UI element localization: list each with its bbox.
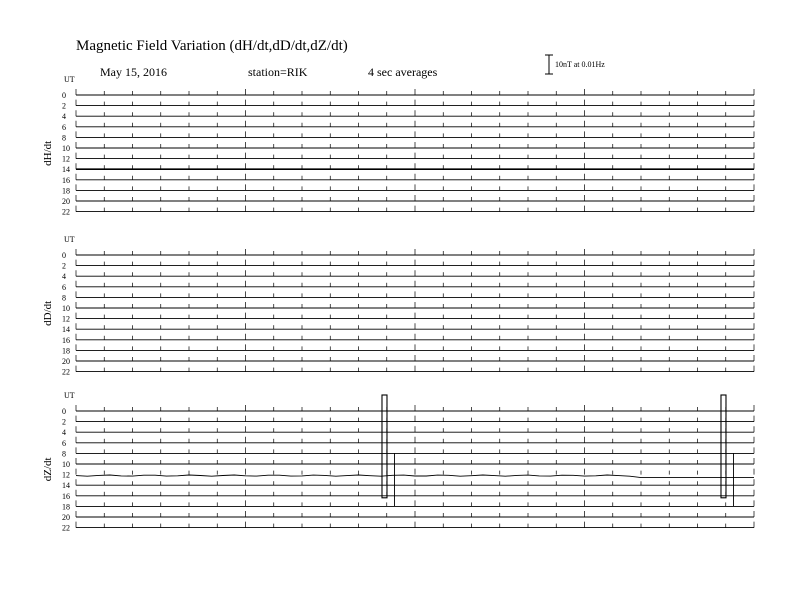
spike-event (382, 395, 387, 498)
scale-label: 10nT at 0.01Hz (555, 60, 605, 69)
row-label: 20 (62, 357, 70, 366)
row-label: 10 (62, 304, 70, 313)
row-label: 8 (62, 133, 66, 143)
row-label: 6 (62, 438, 66, 448)
row-label: 10 (62, 460, 70, 469)
row-label: 4 (62, 112, 66, 122)
row-label: 0 (62, 407, 66, 416)
row-label: 20 (62, 513, 70, 522)
trace-row (76, 475, 754, 478)
row-label: 12 (62, 470, 70, 480)
row-label: 16 (62, 175, 70, 185)
row-label: 18 (62, 186, 70, 196)
ut-label-top: UT (64, 75, 75, 84)
row-label: 18 (62, 346, 70, 356)
row-label: 8 (62, 449, 66, 459)
row-label: 12 (62, 314, 70, 324)
row-label: 2 (62, 417, 66, 427)
row-label: 4 (62, 428, 66, 438)
row-label: 2 (62, 101, 66, 111)
row-label: 14 (62, 481, 70, 491)
row-label: 2 (62, 261, 66, 271)
row-label: 18 (62, 502, 70, 512)
chart-title: Magnetic Field Variation (dH/dt,dD/dt,dZ/dt) (76, 38, 348, 54)
date-label: May 15, 2016 (100, 65, 167, 79)
station-label: station=RIK (248, 65, 308, 79)
row-label: 8 (62, 293, 66, 303)
panel-label-dZ-dt: dZ/dt (42, 457, 54, 482)
spike-event (721, 395, 726, 498)
row-label: 6 (62, 122, 66, 132)
row-label: 14 (62, 325, 70, 335)
row-label: 6 (62, 282, 66, 292)
row-label: 4 (62, 272, 66, 282)
panel-label-dH-dt: dH/dt (42, 140, 54, 166)
row-label: 10 (62, 144, 70, 153)
row-label: 20 (62, 197, 70, 206)
row-label: 22 (62, 367, 70, 377)
row-label: 22 (62, 207, 70, 217)
row-label: 12 (62, 154, 70, 164)
averaging-label: 4 sec averages (368, 65, 438, 79)
row-label: 14 (62, 165, 70, 175)
row-label: 0 (62, 251, 66, 260)
panel-label-dD-dt: dD/dt (42, 300, 54, 326)
row-label: 16 (62, 335, 70, 345)
ut-label: UT (64, 391, 75, 400)
row-label: 0 (62, 91, 66, 100)
row-label: 22 (62, 523, 70, 533)
row-label: 16 (62, 491, 70, 501)
ut-label: UT (64, 235, 75, 244)
